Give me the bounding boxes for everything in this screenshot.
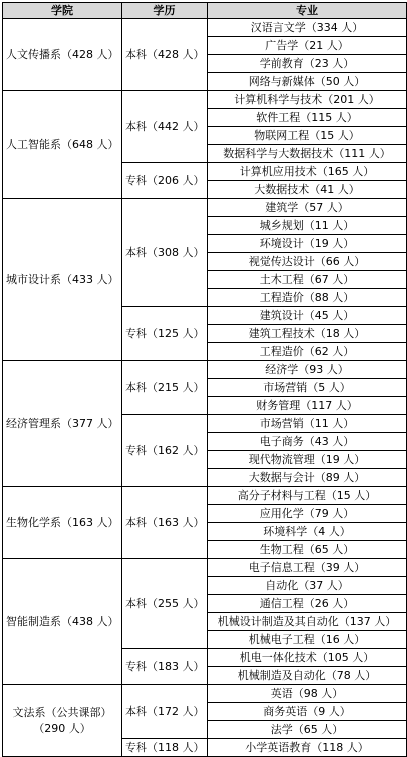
major-cell: 市场营销（11 人） — [208, 415, 407, 433]
major-cell: 计算机应用技术（165 人） — [208, 163, 407, 181]
header-level: 学历 — [122, 3, 208, 19]
major-cell: 机械设计制造及其自动化（137 人） — [208, 613, 407, 631]
college-cell: 生物化学系（163 人） — [3, 487, 122, 559]
major-cell: 市场营销（5 人） — [208, 379, 407, 397]
major-cell: 广告学（21 人） — [208, 37, 407, 55]
level-cell: 本科（172 人） — [122, 685, 208, 739]
major-cell: 环境科学（4 人） — [208, 523, 407, 541]
major-cell: 生物工程（65 人） — [208, 541, 407, 559]
table-header — [3, 3, 407, 19]
table-row — [3, 685, 407, 703]
level-cell: 本科（308 人） — [122, 199, 208, 307]
major-cell: 机械电子工程（16 人） — [208, 631, 407, 649]
table-body — [3, 19, 407, 757]
major-cell: 高分子材料与工程（15 人） — [208, 487, 407, 505]
college-cell: 经济管理系（377 人） — [3, 361, 122, 487]
header-college: 学院 — [3, 3, 122, 19]
college-cell: 城市设计系（433 人） — [3, 199, 122, 361]
major-cell: 工程造价（62 人） — [208, 343, 407, 361]
major-cell: 数据科学与大数据技术（111 人） — [208, 145, 407, 163]
major-cell: 建筑工程技术（18 人） — [208, 325, 407, 343]
major-cell: 学前教育（23 人） — [208, 55, 407, 73]
major-cell: 商务英语（9 人） — [208, 703, 407, 721]
college-cell: 智能制造系（438 人） — [3, 559, 122, 685]
level-cell: 本科（163 人） — [122, 487, 208, 559]
major-cell: 经济学（93 人） — [208, 361, 407, 379]
major-cell: 电子信息工程（39 人） — [208, 559, 407, 577]
major-cell: 电子商务（43 人） — [208, 433, 407, 451]
major-cell: 小学英语教育（118 人） — [208, 739, 407, 757]
college-cell: 文法系（公共课部）（290 人） — [3, 685, 122, 757]
level-cell: 专科（206 人） — [122, 163, 208, 199]
table-row — [3, 91, 407, 109]
level-cell: 本科（215 人） — [122, 361, 208, 415]
major-cell: 大数据与会计（89 人） — [208, 469, 407, 487]
table-row — [3, 559, 407, 577]
major-cell: 法学（65 人） — [208, 721, 407, 739]
major-cell: 网络与新媒体（50 人） — [208, 73, 407, 91]
level-cell: 本科（255 人） — [122, 559, 208, 649]
major-cell: 建筑设计（45 人） — [208, 307, 407, 325]
major-cell: 机电一体化技术（105 人） — [208, 649, 407, 667]
major-cell: 环境设计（19 人） — [208, 235, 407, 253]
major-cell: 工程造价（88 人） — [208, 289, 407, 307]
major-cell: 大数据技术（41 人） — [208, 181, 407, 199]
college-cell: 人文传播系（428 人） — [3, 19, 122, 91]
major-cell: 应用化学（79 人） — [208, 505, 407, 523]
major-cell: 自动化（37 人） — [208, 577, 407, 595]
enrollment-table — [2, 2, 407, 757]
major-cell: 财务管理（117 人） — [208, 397, 407, 415]
major-cell: 通信工程（26 人） — [208, 595, 407, 613]
major-cell: 现代物流管理（19 人） — [208, 451, 407, 469]
header-major: 专业 — [208, 3, 407, 19]
major-cell: 软件工程（115 人） — [208, 109, 407, 127]
level-cell: 专科（118 人） — [122, 739, 208, 757]
major-cell: 视觉传达设计（66 人） — [208, 253, 407, 271]
major-cell: 物联网工程（15 人） — [208, 127, 407, 145]
table-row — [3, 199, 407, 217]
header-row — [3, 3, 407, 19]
college-cell: 人工智能系（648 人） — [3, 91, 122, 199]
table-row — [3, 487, 407, 505]
table-row — [3, 19, 407, 37]
major-cell: 机械制造及自动化（78 人） — [208, 667, 407, 685]
major-cell: 英语（98 人） — [208, 685, 407, 703]
level-cell: 专科（162 人） — [122, 415, 208, 487]
major-cell: 土木工程（67 人） — [208, 271, 407, 289]
level-cell: 专科（125 人） — [122, 307, 208, 361]
major-cell: 计算机科学与技术（201 人） — [208, 91, 407, 109]
table-row — [3, 361, 407, 379]
level-cell: 本科（442 人） — [122, 91, 208, 163]
major-cell: 城乡规划（11 人） — [208, 217, 407, 235]
level-cell: 专科（183 人） — [122, 649, 208, 685]
major-cell: 建筑学（57 人） — [208, 199, 407, 217]
major-cell: 汉语言文学（334 人） — [208, 19, 407, 37]
level-cell: 本科（428 人） — [122, 19, 208, 91]
